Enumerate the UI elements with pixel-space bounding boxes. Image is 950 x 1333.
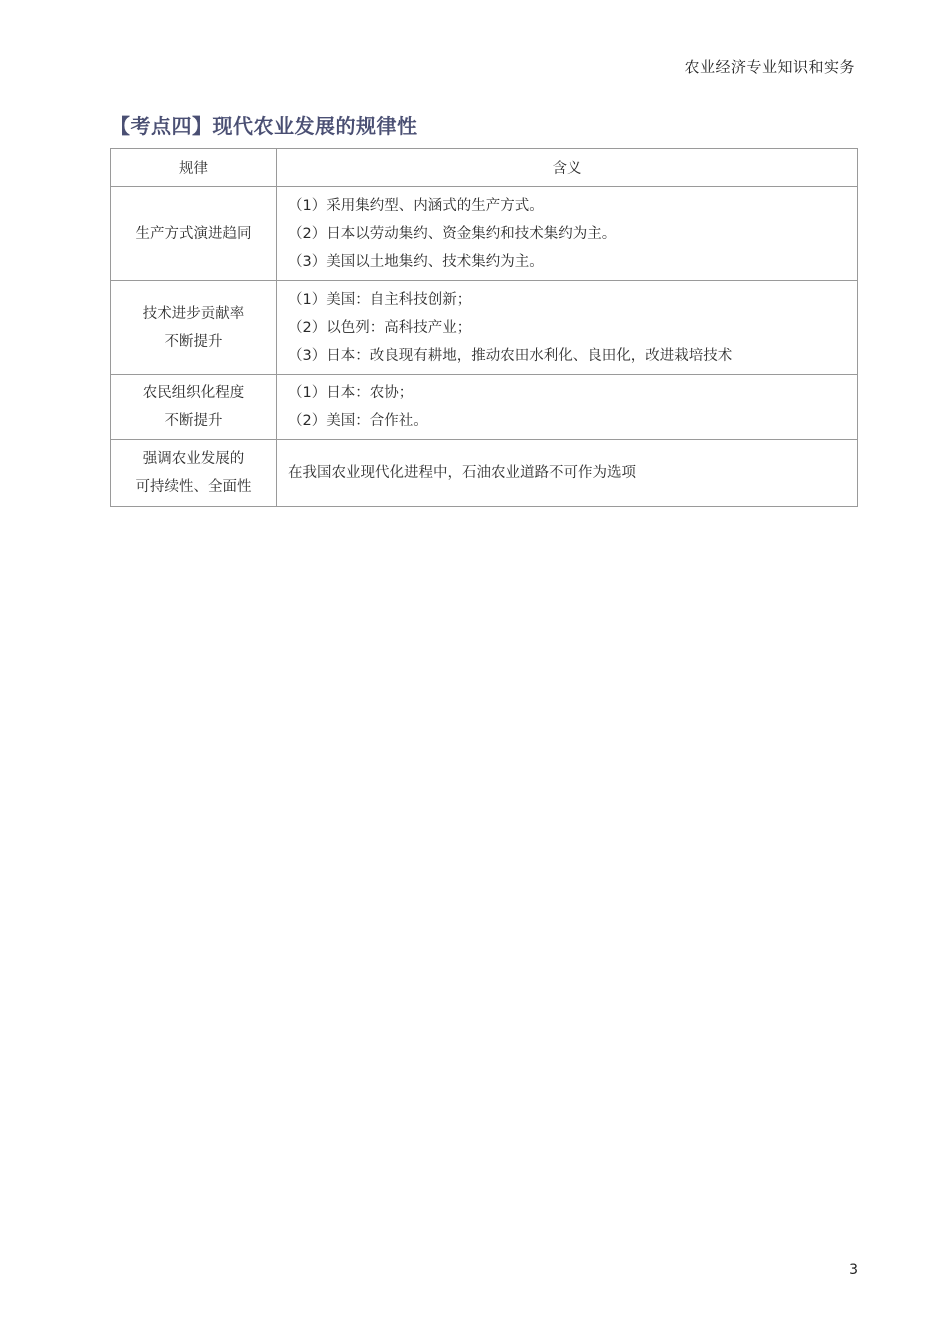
table-row bbox=[111, 440, 858, 507]
table-row bbox=[111, 187, 858, 281]
table-row bbox=[111, 281, 858, 375]
column-header-rule: 规律 bbox=[111, 149, 277, 187]
rule-cell bbox=[111, 375, 277, 440]
meaning-cell bbox=[277, 187, 858, 281]
meaning-text: （3）美国以土地集约、技术集约为主。 bbox=[288, 253, 544, 270]
meaning-text: （2）美国：合作社。 bbox=[288, 413, 428, 429]
meaning-cell bbox=[277, 375, 858, 440]
meaning-text: （1）采用集约型、内涵式的生产方式。 bbox=[288, 197, 544, 214]
rule-cell bbox=[111, 440, 277, 507]
column-header-meaning: 含义 bbox=[277, 149, 858, 187]
meaning-text: 在我国农业现代化进程中，石油农业道路不可作为选项 bbox=[288, 465, 636, 481]
page-number: 3 bbox=[849, 1262, 858, 1278]
meaning-text: （2）日本以劳动集约、资金集约和技术集约为主。 bbox=[288, 225, 617, 242]
meaning-text: （1）日本：农协； bbox=[288, 385, 414, 401]
meaning-text: （1）美国：自主科技创新； bbox=[288, 291, 472, 308]
meaning-text: （3）日本：改良现有耕地，推动农田水利化、良田化，改进栽培技术 bbox=[288, 347, 733, 364]
table-row bbox=[111, 375, 858, 440]
rule-cell bbox=[111, 281, 277, 375]
meaning-text: （2）以色列：高科技产业； bbox=[288, 319, 472, 336]
rule-text: 农民组织化程度 bbox=[142, 385, 245, 401]
rule-text: 技术进步贡献率 bbox=[142, 305, 245, 322]
rule-table bbox=[110, 148, 858, 507]
running-header: 农业经济专业知识和实务 bbox=[684, 58, 855, 76]
rule-text: 生产方式演进趋同 bbox=[135, 225, 252, 242]
rule-text: 不断提升 bbox=[164, 333, 223, 350]
section-title: 【考点四】现代农业发展的规律性 bbox=[110, 114, 418, 138]
rule-cell bbox=[111, 187, 277, 281]
rule-text: 可持续性、全面性 bbox=[135, 479, 252, 495]
rule-text: 不断提升 bbox=[164, 413, 223, 429]
table-header-row bbox=[111, 149, 858, 187]
meaning-cell bbox=[277, 440, 858, 507]
rule-text: 强调农业发展的 bbox=[142, 451, 245, 467]
meaning-cell bbox=[277, 281, 858, 375]
